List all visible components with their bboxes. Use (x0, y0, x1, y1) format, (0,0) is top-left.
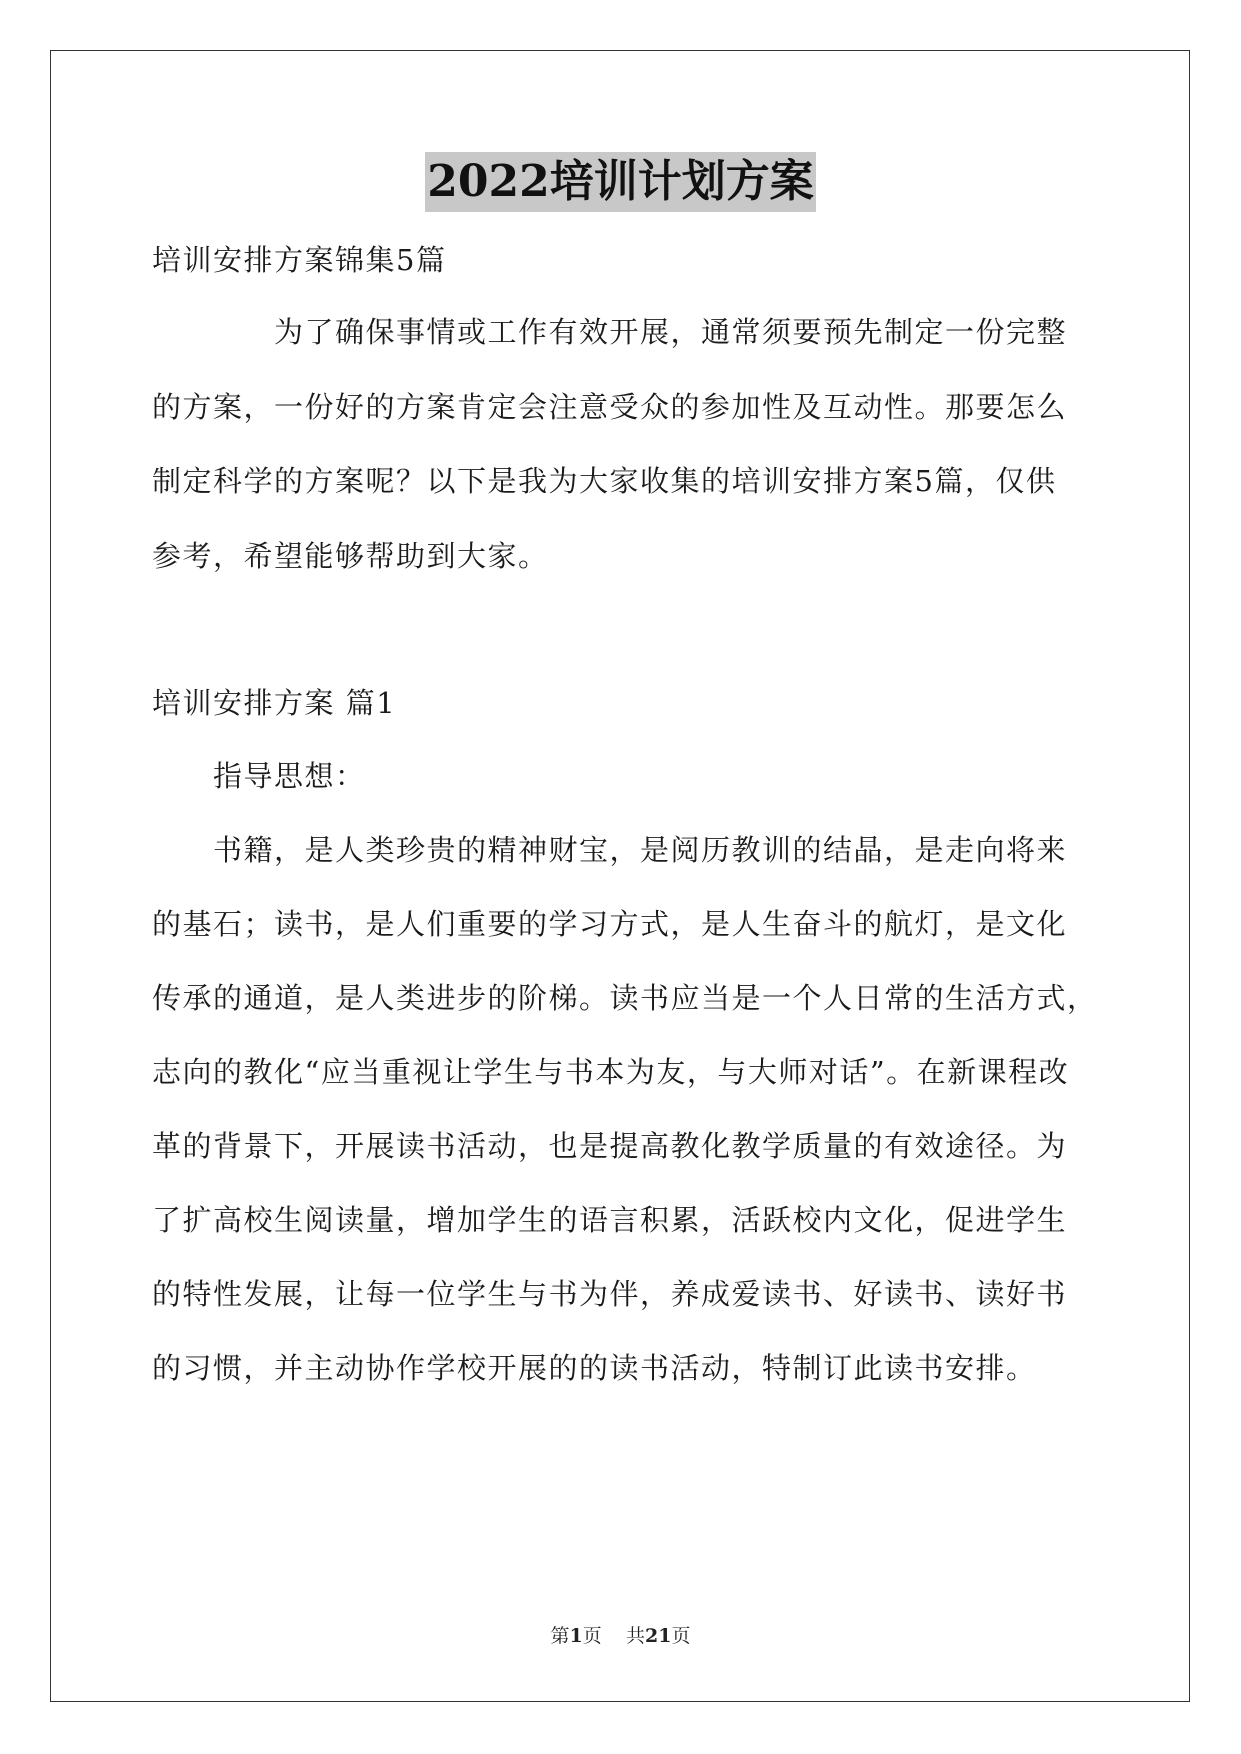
guiding-label: 指导思想： (213, 759, 366, 793)
total-suffix: 页 (671, 1625, 691, 1647)
body-line-4: 志向的教化“应当重视让学生与书本为友，与大师对话”。在新课程改 (152, 1055, 1070, 1089)
body-line-8: 的习惯，并主动协作学校开展的的读书活动，特制订此读书安排。 (152, 1351, 1037, 1385)
page-footer (0, 1624, 1241, 1648)
body-line-7: 的特性发展，让每一位学生与书为伴，养成爱读书、好读书、读好书 (152, 1277, 1068, 1311)
document-subtitle: 培训安排方案锦集5篇 (152, 243, 447, 277)
total-pages: 21 (644, 1625, 672, 1647)
body-line-6: 了扩高校生阅读量，增加学生的语言积累，活跃校内文化，促进学生 (152, 1203, 1068, 1237)
body-line-1: 书籍，是人类珍贵的精神财宝，是阅历教训的结晶，是走向将来 (213, 833, 1068, 867)
page-border (50, 50, 1190, 1702)
intro-line-3: 制定科学的方案呢？以下是我为大家收集的培训安排方案5篇，仅供 (152, 464, 1057, 498)
body-line-2: 的基石；读书，是人们重要的学习方式，是人生奋斗的航灯，是文化 (152, 907, 1068, 941)
total-prefix: 共 (625, 1625, 645, 1647)
page-prefix: 第 (550, 1625, 570, 1647)
intro-line-1: 为了确保事情或工作有效开展，通常须要预先制定一份完整 (274, 315, 1068, 349)
title-container (0, 152, 1241, 212)
intro-line-4: 参考，希望能够帮助到大家。 (152, 539, 549, 573)
document-title: 2022培训计划方案 (425, 152, 815, 212)
intro-line-2: 的方案，一份好的方案肯定会注意受众的参加性及互动性。那要怎么 (152, 390, 1068, 424)
page-number: 1 (569, 1625, 583, 1647)
page-suffix: 页 (582, 1625, 602, 1647)
section-heading: 培训安排方案 篇1 (152, 686, 397, 720)
body-line-5: 革的背景下，开展读书活动，也是提高教化教学质量的有效途径。为 (152, 1129, 1068, 1163)
body-line-3: 传承的通道，是人类进步的阶梯。读书应当是一个人日常的生活方式， (152, 981, 1098, 1015)
